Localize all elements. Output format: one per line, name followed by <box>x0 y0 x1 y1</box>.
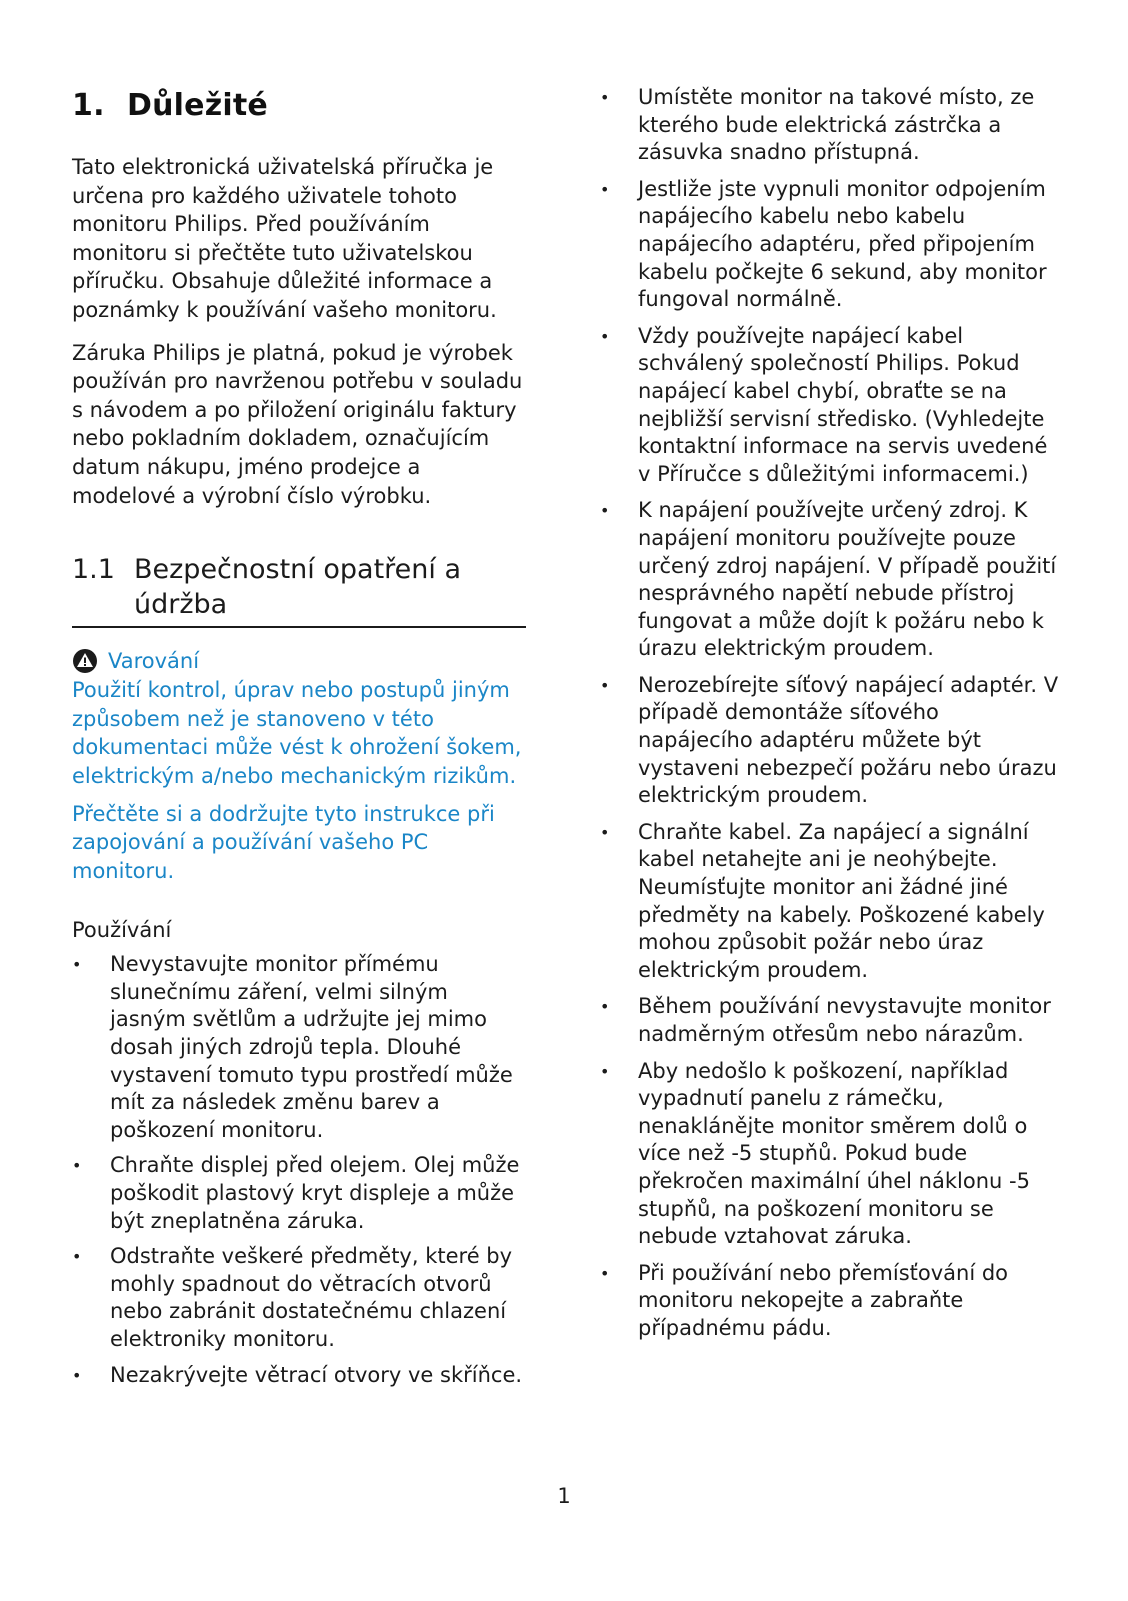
section-number: 1.1 <box>72 554 115 586</box>
list-item: • Nevystavujte monitor přímému slunečnímu záření, velmi silným jasným světlům a udržujte jej mimo dosah jiných zdrojů tepla. Dlouhé vystavení tomuto typu prostředí může mít za následek změnu barev a poškození monitoru. <box>72 952 513 1142</box>
intro-paragraph: Tato elektronická uživatelská příručka je určena pro každého uživatele tohoto monitoru Philips. Před používáním monitoru si přečtěte tuto uživatelskou příručku. Obsahuje důležité informace a poznámky k používání vašeho monitoru. <box>72 155 497 322</box>
list-item: • Umístěte monitor na takové místo, ze kterého bude elektrická zástrčka a zásuvka snadno přístupná. <box>600 85 1035 165</box>
list-item: • Nezakrývejte větrací otvory ve skříňce. <box>72 1362 530 1390</box>
usage-heading: Používání <box>72 918 172 943</box>
bullet-icon: • <box>72 955 82 975</box>
list-item: • Vždy používejte napájecí kabel schválený společností Philips. Pokud napájecí kabel chybí, obraťte se na nejbližší servisní středisko. (Vyhledejte kontaktní informace na servis uvedené v Příručce s důležitými informacemi.) <box>600 323 1048 486</box>
warranty-paragraph: Záruka Philips je platná, pokud je výrobek používán pro navrženou potřebu v souladu s návodem a po přiložení originálu faktury nebo pokladním dokladem, označujícím datum nákupu, jméno prodejce a modelové a výrobní číslo výrobku. <box>72 340 523 508</box>
chapter-title-text: Důležité <box>127 88 268 123</box>
page-number: 1 <box>557 1484 571 1508</box>
list-item: • K napájení používejte určený zdroj. K napájení monitoru používejte pouze určený zdroj napájení. V případě použití nesprávného napětí nebude přístroj fungovat a může dojít k požáru nebo k úrazu elektrickým proudem. <box>600 498 1057 661</box>
list-item: • Aby nedošlo k poškození, například vypadnutí panelu z rámečku, nenaklánějte monitor směrem dolů o více než -5 stupňů. Pokud bude překročen maximální úhel náklonu -5 stupňů, na poškození monitoru se nebude vztahovat záruka. <box>600 1058 1030 1249</box>
section-heading <box>72 552 526 628</box>
warning-icon <box>72 648 98 674</box>
warning-heading <box>72 646 530 676</box>
chapter-title <box>72 84 530 128</box>
list-item: • Při používání nebo přemísťování do monitoru nekopejte a zabraňte případnému pádu. <box>600 1260 1009 1340</box>
list-item: • Během používání nevystavujte monitor nadměrným otřesům nebo nárazům. <box>600 994 1051 1046</box>
right-column <box>600 84 1060 1352</box>
bullet-icon: • <box>600 675 610 695</box>
bullet-icon: • <box>600 326 610 346</box>
bullet-icon: • <box>600 501 610 521</box>
list-item: • Nerozebírejte síťový napájecí adaptér. V případě demontáže síťového napájecího adaptéru můžete být vystaveni nebezpečí požáru nebo úrazu elektrickým proudem. <box>600 672 1059 808</box>
chapter-number: 1. <box>72 88 105 123</box>
warning-paragraph: Použití kontrol, úprav nebo postupů jiným způsobem než je stanoveno v této dokumentaci může vést k ohrožení šokem, elektrickým a/nebo mechanickým rizikům. <box>72 678 522 788</box>
list-item: • Jestliže jste vypnuli monitor odpojením napájecího kabelu nebo kabelu napájecího adaptéru, před připojením kabelu počkejte 6 sekund, aby monitor fungoval normálně. <box>600 176 1047 312</box>
warning-block <box>72 646 530 885</box>
bullet-icon: • <box>600 822 610 842</box>
warning-label: Varování <box>108 649 200 674</box>
usage-list-right <box>600 84 1060 1343</box>
bullet-icon: • <box>72 1156 82 1176</box>
bullet-icon: • <box>600 1061 610 1081</box>
list-item: • Odstraňte veškeré předměty, které by mohly spadnout do větracích otvorů nebo zabránit dostatečnému chlazení elektroniky monitoru. <box>72 1244 513 1351</box>
bullet-icon: • <box>600 997 610 1017</box>
bullet-icon: • <box>72 1247 82 1267</box>
bullet-icon: • <box>600 1263 610 1283</box>
bullet-icon: • <box>600 88 610 107</box>
usage-list-left <box>72 951 530 1389</box>
warning-paragraph: Přečtěte si a dodržujte tyto instrukce při zapojování a používání vašeho PC monitoru. <box>72 801 495 883</box>
left-column <box>72 84 530 1397</box>
bullet-icon: • <box>72 1365 82 1385</box>
list-item: • Chraňte displej před olejem. Olej může poškodit plastový kryt displeje a může být zneplatněna záruka. <box>72 1153 520 1233</box>
bullet-icon: • <box>600 179 610 199</box>
section-title: Bezpečnostní opatření a údržba <box>134 554 462 621</box>
list-item: • Chraňte kabel. Za napájecí a signální kabel netahejte ani je neohýbejte. Neumísťujte monitor ani žádné jiné předměty na kabely. Poškozené kabely mohou způsobit požár nebo úraz elektrickým proudem. <box>600 819 1045 982</box>
